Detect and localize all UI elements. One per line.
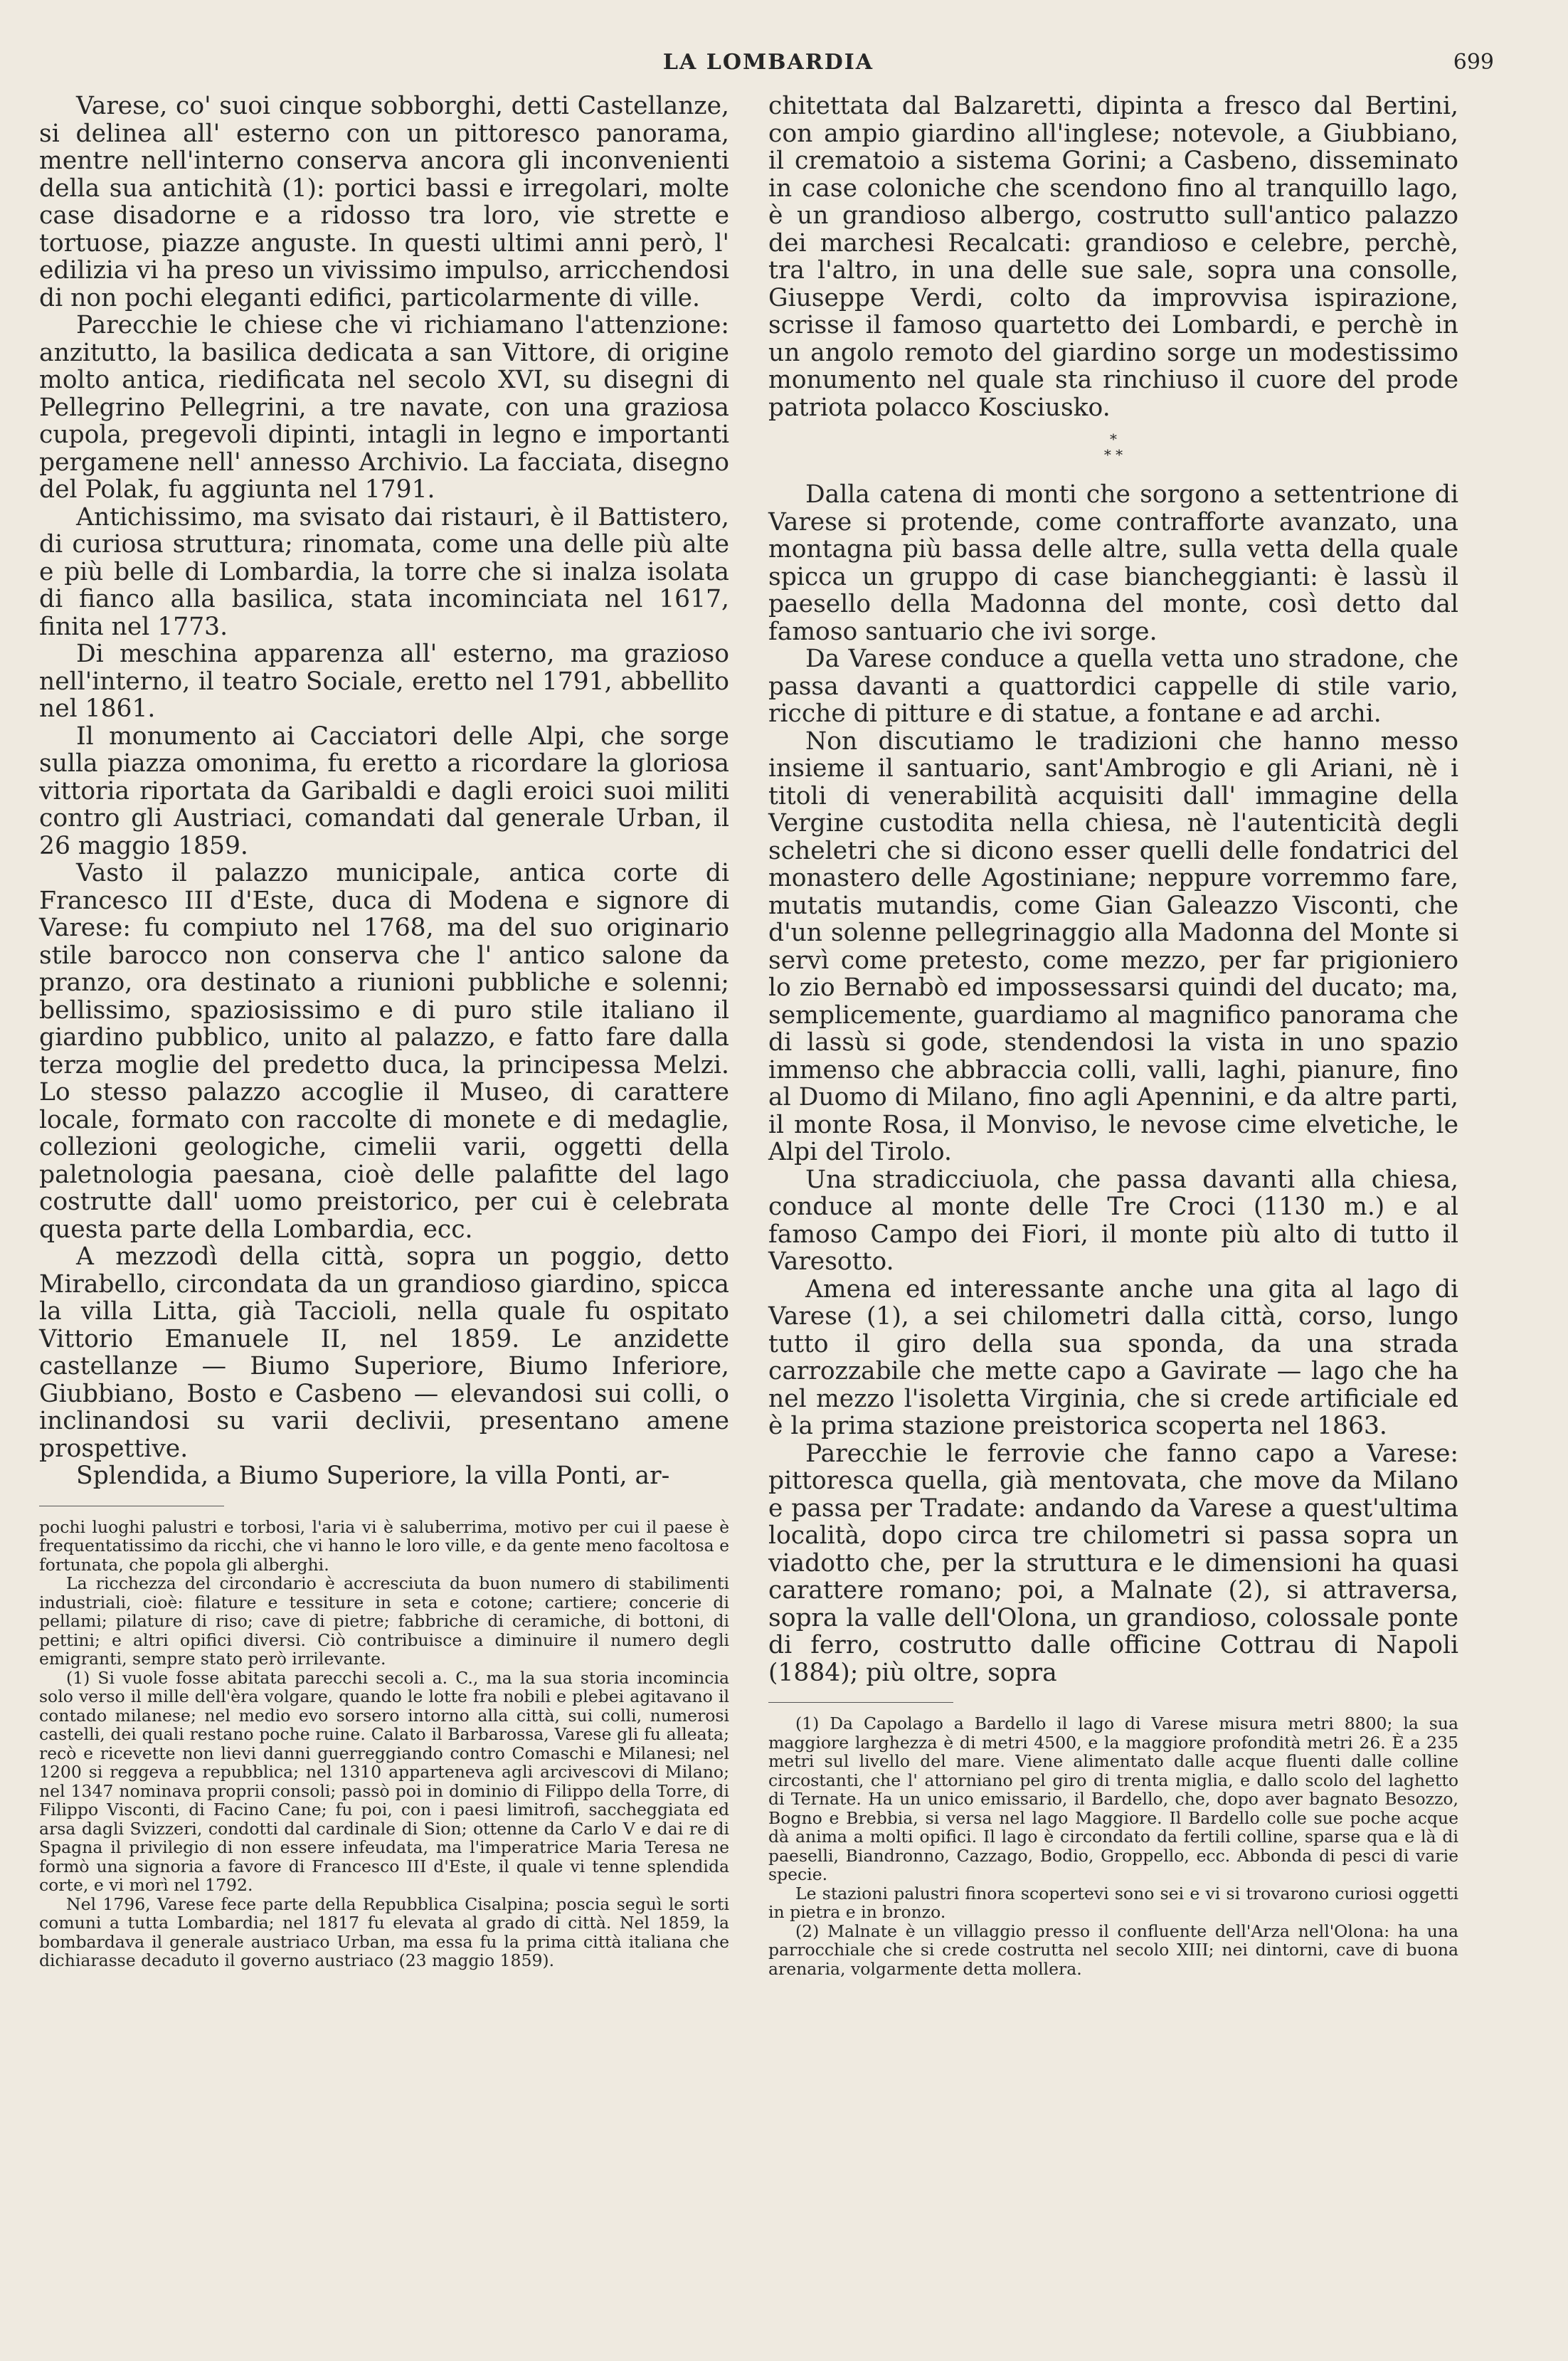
page-number: 699 <box>1453 50 1494 75</box>
section-divider-asterism: * * * <box>1103 431 1123 463</box>
body-paragraph: Splendida, a Biumo Superiore, la villa Ponti, ar- <box>76 1462 670 1490</box>
footnote: pochi luoghi palustri e torbosi, l'aria vi è saluberrima, motivo per cui il paese è frequentatissimo da ricchi, che vi hanno le loro ville, e da gente meno facoltosa e fortunata, che popola gli alberghi. <box>39 1516 729 1575</box>
body-paragraph: Amena ed interessante anche una gita al lago di Varese (1), a sei chilometri dalla città, corso, lungo tutto il giro della sua sponda, da una strada carrozzabile che mette capo a Gavirate — lago che ha nel mezzo l'isoletta Virginia, che si crede artificiale ed è la prima stazione preistorica scoperta nel 1863. <box>768 1274 1458 1440</box>
footnote: Le stazioni palustri finora scopertevi sono sei e vi si trovarono curiosi oggetti in pietra e in bronzo. <box>768 1883 1458 1922</box>
body-paragraph: Dalla catena di monti che sorgono a settentrione di Varese si protende, come contrafforte avanzato, una montagna più bassa delle altre, sulla vetta della quale spicca un gruppo di case biancheggianti: è lassù il paesello della Madonna del monte, così detto dal famoso santuario che ivi sorge. <box>768 480 1458 646</box>
footnote: (1) Da Capolago a Bardello il lago di Varese misura metri 8800; la sua maggiore larghezza è di metri 4500, e la maggiore profondità metri 26. È a 235 metri sul livello del mare. Viene alimentato dalle acque fluenti dalle colline circostanti, che l' attorniano pel giro di trenta miglia, e dallo scolo del laghetto di Ternate. Ha un unico emissario, il Bardello, che, dopo aver bagnato Besozzo, Bogno e Brebbia, si versa nel lago Maggiore. Il Bardello colle sue poche acque dà anima a molti opifici. Il lago è circondato da fertili colline, sparse qua e là di paeselli, Biandronno, Cazzago, Bodio, Groppello, ecc. Abbonda di pesci di varie specie. <box>768 1713 1458 1884</box>
right-column <box>768 93 1458 1978</box>
footnote: (2) Malnate è un villaggio presso il confluente dell'Arza nell'Olona: ha una parrocchiale che si crede costrutta nel secolo XIII; nei dintorni, cave di buona arenaria, volgarmente detta mollera. <box>768 1921 1458 1979</box>
page-header <box>43 50 1494 93</box>
body-paragraph: Antichissimo, ma svisato dai ristauri, è il Battistero, di curiosa struttura; rinomata, come una delle più alte e più belle di Lombardia, la torre che si inalza isolata di fianco alla basilica, stata incominciata nel 1617, finita nel 1773. <box>39 502 729 641</box>
body-paragraph: Una stradicciuola, che passa davanti alla chiesa, conduce al monte delle Tre Croci (1130 m.) e al famoso Campo dei Fiori, il monte più alto di tutto il Varesotto. <box>768 1165 1458 1276</box>
body-paragraph: Parecchie le chiese che vi richiamano l'attenzione: anzitutto, la basilica dedicata a san Vittore, di origine molto antica, riedificata nel secolo XVI, su disegni di Pellegrino Pellegrini, a tre navate, con una graziosa cupola, pregevoli dipinti, intagli in legno e importanti pergamene nell' annesso Archivio. La facciata, disegno del Polak, fu aggiunta nel 1791. <box>39 311 729 504</box>
footnote: Nel 1796, Varese fece parte della Repubblica Cisalpina; poscia seguì le sorti comuni a tutta Lombardia; nel 1817 fu elevata al grado di città. Nel 1859, la bombardava il generale austriaco Urban, ma essa fu la prima città italiana che dichiarasse decaduto il governo austriaco (23 maggio 1859). <box>39 1893 729 1970</box>
body-paragraph: Il monumento ai Cacciatori delle Alpi, che sorge sulla piazza omonima, fu eretto a ricordare la gloriosa vittoria riportata da Garibaldi e dagli eroici suoi militi contro gli Austriaci, comandati dal generale Urban, il 26 maggio 1859. <box>39 722 729 860</box>
running-title: LA LOMBARDIA <box>662 50 874 75</box>
left-footnotes <box>39 1518 729 1970</box>
body-paragraph: Di meschina apparenza all' esterno, ma grazioso nell'interno, il teatro Sociale, eretto nel 1791, abbellito nel 1861. <box>39 640 729 723</box>
body-paragraph: Non discutiamo le tradizioni che hanno messo insieme il santuario, sant'Ambrogio e gli Ariani, nè i titoli di venerabilità acquisiti dall' immagine della Vergine custodita nella chiesa, nè l'autenticità degli scheletri che si dicono esser quelli delle fondatrici del monastero delle Agostiniane; neppure vorremmo fare, mutatis mutandis, come Gian Galeazzo Visconti, che d'un solenne pellegrinaggio alla Madonna del Monte si servì come pretesto, come mezzo, per far prigioniero lo zio Bernabò ed impossessarsi quindi del ducato; ma, semplicemente, guardiamo al magnifico panorama che di lassù si gode, stendendosi la vista in uno spazio immenso che abbraccia colli, valli, laghi, pianure, fino al Duomo di Milano, fino agli Apennini, e da altre parti, il monte Rosa, il Monviso, le nevose cime elvetiche, le Alpi del Tirolo. <box>768 727 1458 1166</box>
right-footnotes <box>768 1714 1458 1978</box>
body-paragraph: chitettata dal Balzaretti, dipinta a fresco dal Bertini, con ampio giardino all'inglese; notevole, a Giubbiano, il crematoio a sistema Gorini; a Casbeno, disseminato in case coloniche che scendono fino al tranquillo lago, è un grandioso albergo, costrutto sull'antico palazzo dei marchesi Recalcati: grandioso e celebre, perchè, tra l'altro, in una delle sue sale, sopra una consolle, Giuseppe Verdi, colto da improvvisa ispirazione, scrisse il famoso quartetto dei Lombardi, e perchè in un angolo remoto del giardino sorge un modestissimo monumento nel quale sta rinchiuso il cuore del prode patriota polacco Kosciusko. <box>768 92 1458 422</box>
body-paragraph: Parecchie le ferrovie che fanno capo a Varese: pittoresca quella, già mentovata, che move da Milano e passa per Tradate: andando da Varese a quest'ultima località, dopo circa tre chilometri si passa sopra un viadotto che, per la struttura e le dimensioni ha quasi carattere romano; poi, a Malnate (2), si attraversa, sopra la valle dell'Olona, un grandioso, colossale ponte di ferro, costrutto dalle officine Cottrau di Napoli (1884); più oltre, sopra <box>768 1439 1458 1687</box>
body-paragraph: Da Varese conduce a quella vetta uno stradone, che passa davanti a quattordici cappelle di stile vario, ricche di pitture e di statue, a fontane e ad archi. <box>768 645 1458 728</box>
body-paragraph: Varese, co' suoi cinque sobborghi, detti Castellanze, si delinea all' esterno con un pittoresco panorama, mentre nell'interno conserva ancora gli inconvenienti della sua antichità (1): portici bassi e irregolari, molte case disadorne e a ridosso tra loro, vie strette e tortuose, piazze anguste. In questi ultimi anni però, l' edilizia vi ha preso un vivissimo impulso, arricchendosi di non pochi eleganti edifici, particolarmente di ville. <box>39 92 729 312</box>
left-column <box>39 93 729 1970</box>
body-paragraph: A mezzodì della città, sopra un poggio, detto Mirabello, circondata da un grandioso giardino, spicca la villa Litta, già Taccioli, nella quale fu ospitato Vittorio Emanuele II, nel 1859. Le anzidette castellanze — Biumo Superiore, Biumo Inferiore, Giubbiano, Bosto e Casbeno — elevandosi sui colli, o inclinandosi su varii declivii, presentano amene prospettive. <box>39 1242 729 1463</box>
footnote-separator <box>768 1702 953 1703</box>
footnote: La ricchezza del circondario è accresciuta da buon numero di stabilimenti industriali, cioè: filature e tessiture in seta e cotone; cartiere; concerie di pellami; pilature di riso; cave di pietre; fabbriche di ceramiche, di bottoni, di pettini; e altri opifici diversi. Ciò contribuisce a diminuire il numero degli emigranti, sempre stato però irrilevante. <box>39 1573 729 1669</box>
footnote: (1) Si vuole fosse abitata parecchi secoli a. C., ma la sua storia incomincia solo verso il mille dell'èra volgare, quando le lotte fra nobili e plebei agitavano il contado milanese; nel medio evo sorsero intorno alla città, sui colli, numerosi castelli, dei quali restano poche ruine. Calato il Barbarossa, Varese gli fu alleata; recò e ricevette non lievi danni guerreggiando contro Comaschi e Milanesi; nel 1200 si reggeva a repubblica; nel 1310 apparteneva agli arcivescovi di Milano; nel 1347 nominava proprii consoli; passò poi in dominio di Filippo della Torre, di Filippo Visconti, di Facino Cane; fu poi, con i paesi limitrofi, saccheggiata ed arsa dagli Svizzeri, condotti dal cardinale di Sion; ottenne da Carlo V e dai re di Spagna il privilegio di non essere infeudata, ma l'imperatrice Maria Teresa ne formò una signoria a favore di Francesco III d'Este, il quale vi tenne splendida corte, e vi morì nel 1792. <box>39 1667 729 1895</box>
body-paragraph: Vasto il palazzo municipale, antica corte di Francesco III d'Este, duca di Modena e signore di Varese: fu compiuto nel 1768, ma del suo originario stile barocco non conserva che l' antico salone da pranzo, ora destinato a riunioni pubbliche e solenni; bellissimo, spaziosissimo e di puro stile italiano il giardino pubblico, unito al palazzo, e fatto fare dalla terza moglie del predetto duca, la principessa Melzi. Lo stesso palazzo accoglie il Museo, di carattere locale, formato con raccolte di monete e di medaglie, collezioni geologiche, cimelii varii, oggetti della paletnologia paesana, cioè delle palafitte del lago costrutte dall' uomo preistorico, per cui è celebrata questa parte della Lombardia, ecc. <box>39 859 729 1244</box>
